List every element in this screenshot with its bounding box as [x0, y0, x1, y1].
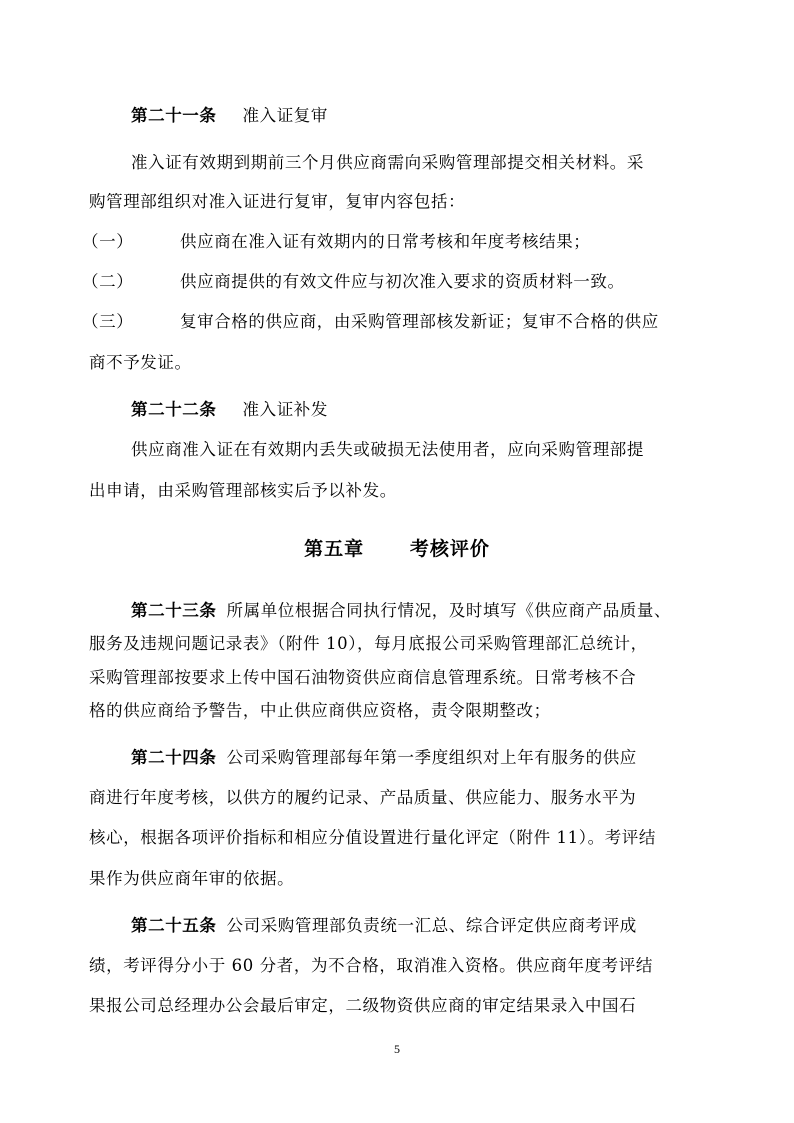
- article-21-line-2: 购管理部组织对准入证进行复审，复审内容包括：: [89, 192, 466, 211]
- article-24-line-4: 果作为供应商年审的依据。: [89, 869, 295, 888]
- article-25-line-3: 果报公司总经理办公会最后审定，二级物资供应商的审定结果录入中国石: [89, 996, 637, 1015]
- article-25-first-text: 公司采购管理部负责统一汇总、综合评定供应商考评成: [226, 916, 637, 935]
- chapter-title: 考核评价: [409, 538, 490, 560]
- article-24-line-3: 核心，根据各项评价指标和相应分值设置进行量化评定（附件 11）。考评结: [89, 828, 656, 847]
- article-24-line-2: 商进行年度考核，以供方的履约记录、产品质量、供应能力、服务水平为: [89, 788, 637, 807]
- list-item-3-text: 复审合格的供应商，由采购管理部核发新证；复审不合格的供应: [180, 312, 659, 331]
- article-25-line-2: 绩，考评得分小于 60 分者，为不合格，取消准入资格。供应商年度考评结: [89, 956, 653, 975]
- list-item-2-text: 供应商提供的有效文件应与初次准入要求的资质材料一致。: [180, 272, 625, 291]
- article-25-first-line: [131, 915, 637, 937]
- article-22-line-1: 供应商准入证在有效期内丢失或破损无法使用者，应向采购管理部提: [131, 440, 644, 459]
- article-23-first-text: 所属单位根据合同执行情况，及时填写《供应商产品质量、: [226, 601, 672, 620]
- list-item-2-label: （二）: [82, 272, 134, 291]
- list-item-1-text: 供应商在准入证有效期内的日常考核和年度考核结果；: [180, 232, 591, 251]
- article-22-heading: [131, 399, 328, 421]
- article-22-line-2: 出申请，由采购管理部核实后予以补发。: [89, 481, 397, 500]
- page-number: 5: [394, 1042, 400, 1056]
- article-24-first-line: [131, 747, 637, 769]
- chapter-number: 第五章: [304, 538, 365, 560]
- article-22-title: 准入证补发: [242, 400, 328, 419]
- list-item-1-label: （一）: [82, 232, 134, 251]
- article-24-number: 第二十四条: [131, 748, 217, 767]
- article-23-line-2: 服务及违规问题记录表》（附件 10），每月底报公司采购管理部汇总统计，: [89, 634, 648, 653]
- article-21-number: 第二十一条: [131, 106, 217, 125]
- article-23-line-4: 格的供应商给予警告，中止供应商供应资格，责令限期整改；: [89, 701, 551, 720]
- article-21-line-1: 准入证有效期到期前三个月供应商需向采购管理部提交相关材料。采: [131, 153, 644, 172]
- article-25-number: 第二十五条: [131, 916, 217, 935]
- article-21-title: 准入证复审: [242, 106, 328, 125]
- article-24-first-text: 公司采购管理部每年第一季度组织对上年有服务的供应: [226, 748, 637, 767]
- article-21-heading: [131, 105, 328, 127]
- article-23-line-3: 采购管理部按要求上传中国石油物资供应商信息管理系统。日常考核不合: [89, 668, 637, 687]
- chapter-heading: [0, 537, 794, 561]
- list-item-3-continuation: 商不予发证。: [89, 353, 192, 372]
- article-22-number: 第二十二条: [131, 400, 217, 419]
- list-item-3-label: （三）: [82, 312, 134, 331]
- article-23-first-line: [131, 600, 671, 622]
- article-23-number: 第二十三条: [131, 601, 217, 620]
